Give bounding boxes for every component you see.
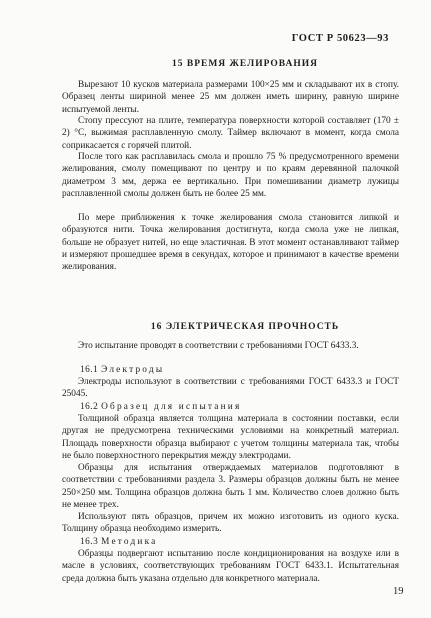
subsection-16-1-heading bbox=[80, 364, 164, 376]
subsection-16-2-paragraph-2: Образцы для испытания отверждаемых материалов подготовляют в соответствии с требованиями раздела 3. Размеры образцов должны быть не менее 250×250 мм. Толщина образцов должна быть 1 мм. Количество слоев должно быть не менее трех. bbox=[62, 463, 399, 510]
page-number: 19 bbox=[393, 586, 404, 597]
subsection-16-1-number: 16.1 bbox=[80, 365, 99, 375]
subsection-16-3-title: Методика bbox=[101, 537, 158, 547]
section-16-title: 16 ЭЛЕКТРИЧЕСКАЯ ПРОЧНОСТЬ bbox=[150, 322, 340, 332]
subsection-16-3-heading bbox=[80, 536, 158, 548]
subsection-16-2-paragraph-1: Толщиной образца является толщина материала в состоянии поставки, если другая не предусмотрена техническими условиями на конкретный материал. Площадь поверхности образца выбирают с учетом толщины материала так, чтобы не было поверхностного перекрытия между электродами. bbox=[62, 414, 399, 461]
subsection-16-1-text: Электроды используют в соответствии с требованиями ГОСТ 6433.3 и ГОСТ 25045. bbox=[62, 377, 399, 400]
section-15-paragraph-4: По мере приближения к точке желирования смола становится липкой и образуются нити. Точка желирования достигнута, когда смола уже не липкая, больше не образует нитей, но еще эластичная. В этот момент останавливают таймер и измеряют прошедшее время в секундах, которое и принимают в качестве времени желирования. bbox=[62, 213, 399, 273]
subsection-16-2-heading bbox=[80, 401, 241, 413]
subsection-16-3-text: Образцы подвергают испытанию после кондиционирования на воздухе или в масле в условиях, соответствующих требованиям ГОСТ 6433.1. Испытательная среда должна быть указана отдельно для конкретного материала. bbox=[62, 549, 399, 584]
subsection-16-1-title: Электроды bbox=[101, 365, 165, 375]
subsection-16-3-number: 16.3 bbox=[80, 537, 99, 547]
section-15-title: 15 ВРЕМЯ ЖЕЛИРОВАНИЯ bbox=[171, 59, 318, 69]
subsection-16-2-title: Образец для испытания bbox=[101, 402, 242, 412]
section-15-paragraph-3: После того как расплавилась смола и прошло 75 % предусмотренного времени желирования, смолу помещивают по центру и по краям деревянной палочкой диаметром 3 мм, держа ее вертикально. При помешивании диаметр лужицы расплавленной смолы должен быть не более 25 мм. bbox=[62, 152, 399, 199]
standard-designation: ГОСТ Р 50623—93 bbox=[291, 33, 389, 44]
section-15-paragraph-2: Стопу прессуют на плите, температура поверхности которой составляет (170 ± 2) °С, выжимая расплавленную смолу. Таймер включают в момент, когда смола соприкасается с горячей плитой. bbox=[62, 116, 399, 151]
subsection-16-2-number: 16.2 bbox=[80, 402, 99, 412]
subsection-16-2-paragraph-3: Используют пять образцов, причем их можно изготовить из одного куска. Толщину образца необходимо измерить. bbox=[62, 512, 399, 535]
section-15-paragraph-1: Вырезают 10 кусков материала размерами 100×25 мм и складывают их в стопу. Образец ленты шириной менее 25 мм должен иметь ширину, равную ширине испытуемой ленты. bbox=[62, 80, 399, 115]
section-16-intro: Это испытание проводят в соответствии с требованиями ГОСТ 6433.3. bbox=[78, 341, 359, 351]
